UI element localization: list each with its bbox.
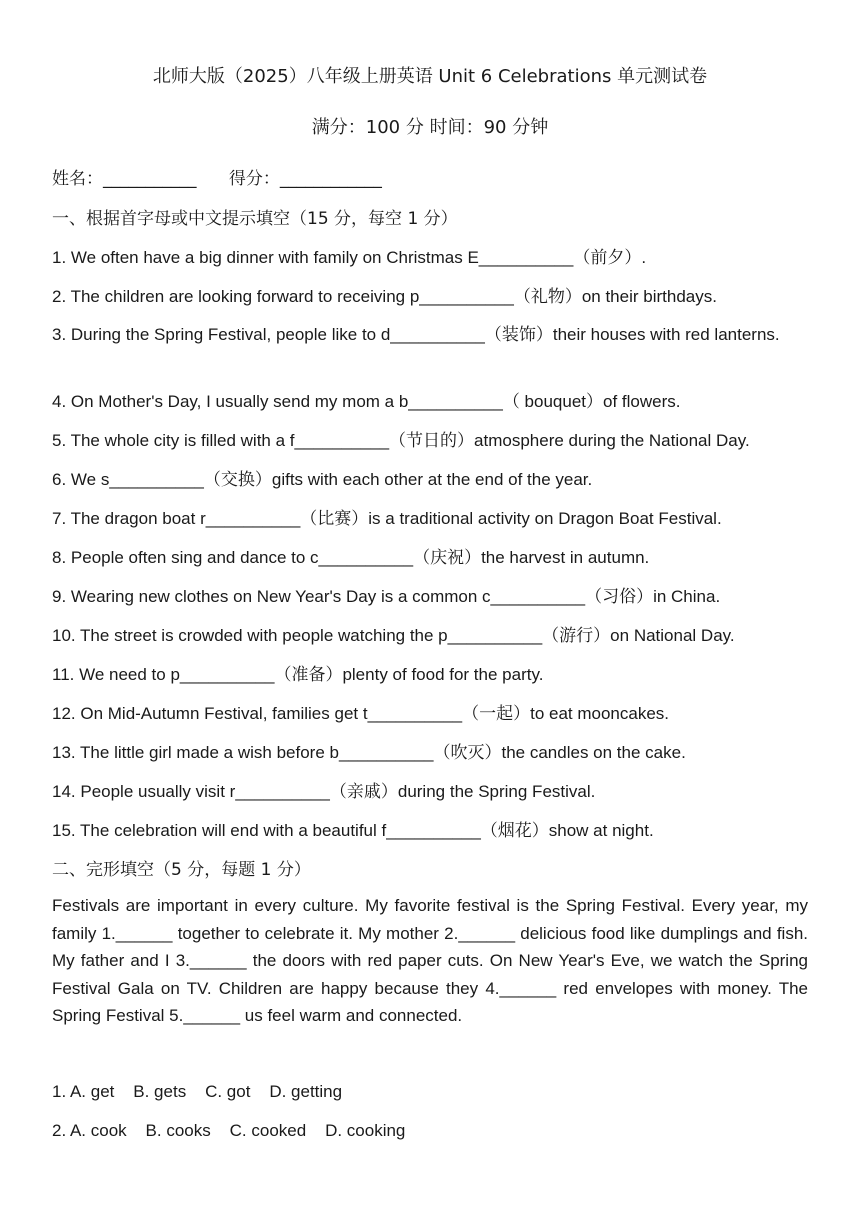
question-14: 14. People usually visit r__________（亲戚）during the Spring Festival. xyxy=(52,782,596,801)
cloze-options-1: 1. A. get B. gets C. got D. getting xyxy=(52,1082,343,1101)
question-9: 9. Wearing new clothes on New Year's Day is a common c__________（习俗）in China. xyxy=(52,587,721,606)
question-3: 3. During the Spring Festival, people like to d__________（装饰）their houses with red lanterns. xyxy=(52,325,780,344)
section1-heading: 一、根据首字母或中文提示填空（15 分，每空 1 分） xyxy=(52,209,458,229)
question-10: 10. The street is crowded with people watching the p__________（游行）on National Day. xyxy=(52,626,735,645)
cloze-passage: Festivals are important in every culture. My favorite festival is the Spring Festival. Every year, my family 1.______ together to celebrate it. My mother 2.______ delicious food like dumplings and fish. My father and I 3.______ the doors with red paper cuts. On New Year's Eve, we watch the Spring Festival Gala on TV. Children are happy because they 4.______ red envelopes with money. The Spring Festival 5.______ us feel warm and connected. xyxy=(52,896,808,1025)
question-7: 7. The dragon boat r__________（比赛）is a traditional activity on Dragon Boat Festival. xyxy=(52,509,722,528)
question-4: 4. On Mother's Day, I usually send my mom a b__________（ bouquet）of flowers. xyxy=(52,392,681,411)
page-title: 北师大版（2025）八年级上册英语 Unit 6 Celebrations 单元测试卷 xyxy=(152,66,708,87)
question-8: 8. People often sing and dance to c__________（庆祝）the harvest in autumn. xyxy=(52,548,650,567)
question-12: 12. On Mid-Autumn Festival, families get t__________（一起）to eat mooncakes. xyxy=(52,704,670,723)
section2-heading: 二、完形填空（5 分，每题 1 分） xyxy=(52,860,311,880)
question-1: 1. We often have a big dinner with family on Christmas E__________（前夕）. xyxy=(52,248,647,267)
question-2: 2. The children are looking forward to receiving p__________（礼物）on their birthdays. xyxy=(52,287,717,306)
question-5: 5. The whole city is filled with a f__________（节日的）atmosphere during the National Day. xyxy=(52,431,750,450)
question-13: 13. The little girl made a wish before b__________（吹灭）the candles on the cake. xyxy=(52,743,686,762)
name-score-line: 姓名：___________ 得分：____________ xyxy=(52,169,382,189)
question-11: 11. We need to p__________（准备）plenty of food for the party. xyxy=(52,665,544,684)
cloze-options-2: 2. A. cook B. cooks C. cooked D. cooking xyxy=(52,1121,406,1140)
page-subtitle: 满分：100 分 时间：90 分钟 xyxy=(311,117,549,138)
question-15: 15. The celebration will end with a beautiful f__________（烟花）show at night. xyxy=(52,821,654,840)
question-6: 6. We s__________（交换）gifts with each other at the end of the year. xyxy=(52,470,593,489)
